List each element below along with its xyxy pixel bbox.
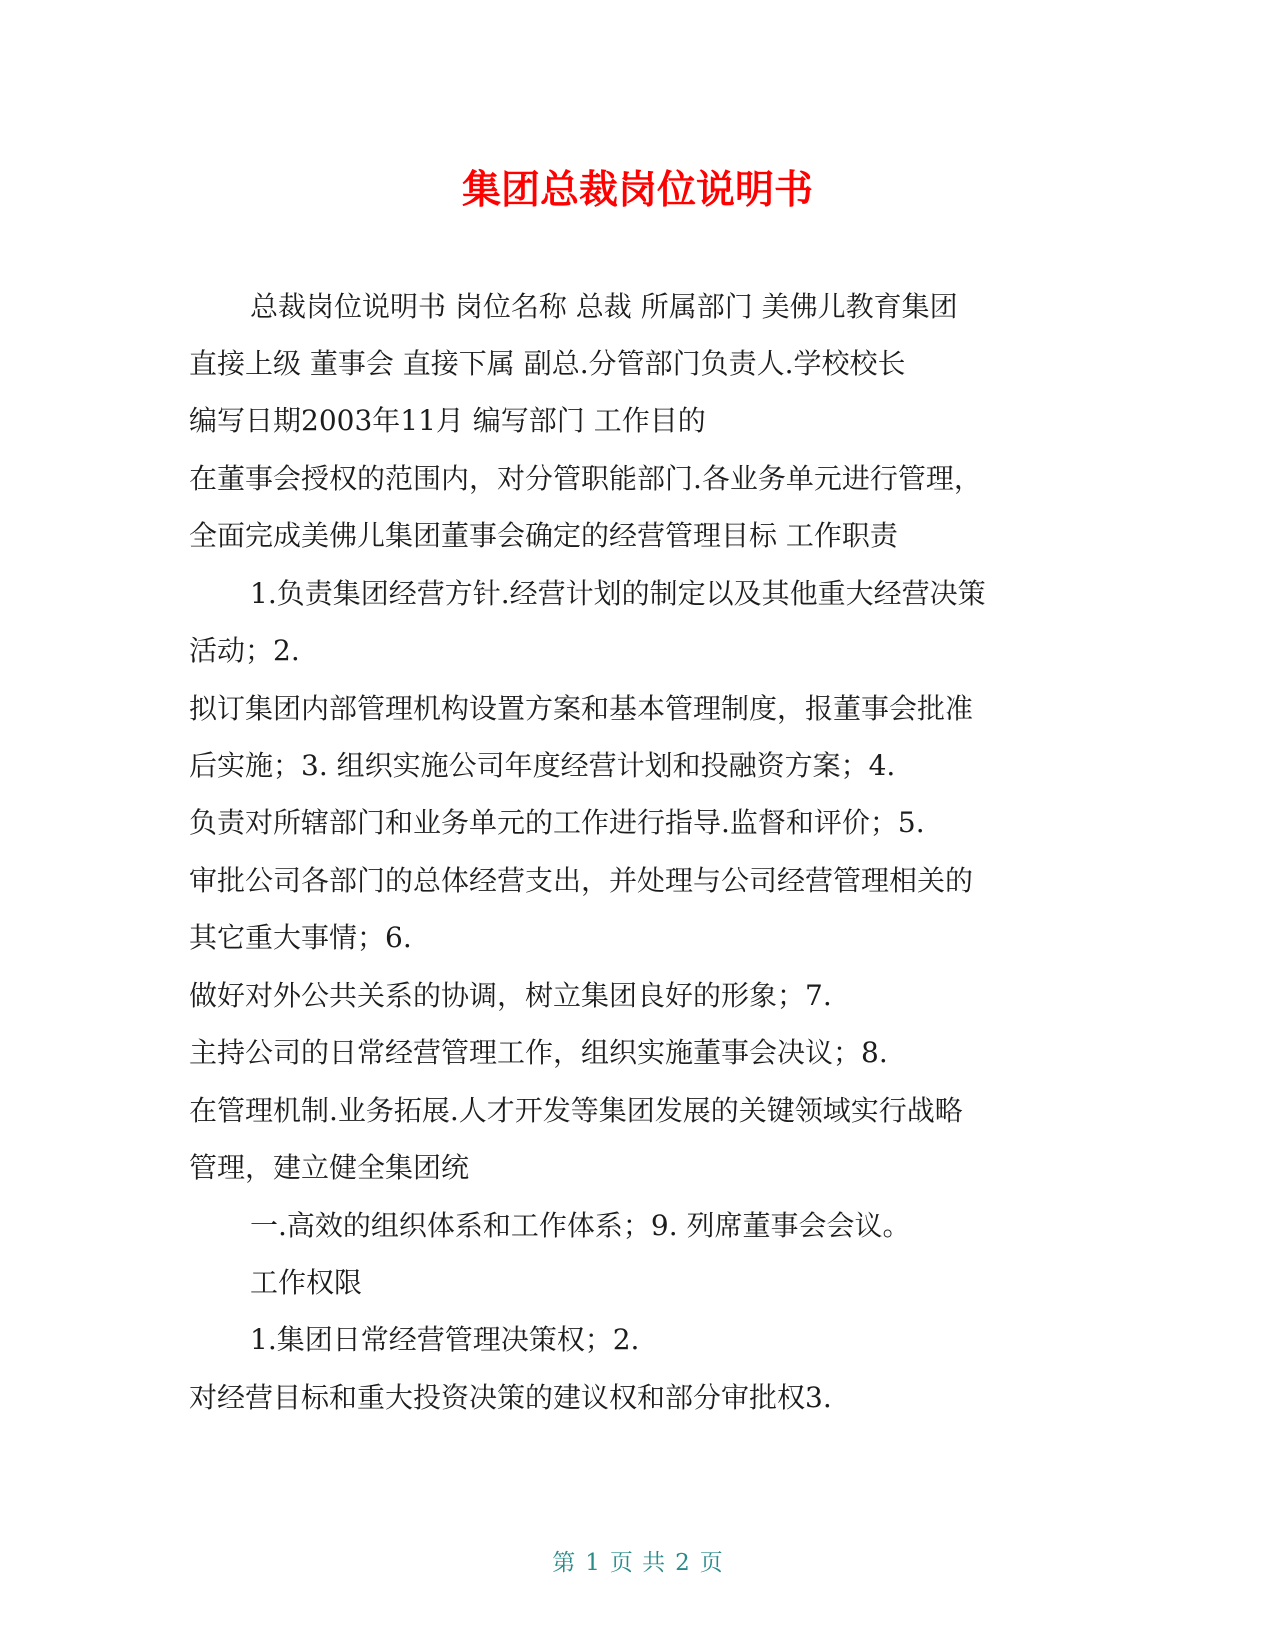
current-page-number: 1 xyxy=(585,1550,600,1576)
body-line-2: 直接上级 董事会 直接下属 副总.分管部门负责人.学校校长 xyxy=(189,347,906,380)
body-line-16: 管理，建立健全集团统 xyxy=(189,1151,470,1184)
body-line-7: 活动；2. xyxy=(189,634,300,667)
document-title: 集团总裁岗位说明书 xyxy=(461,168,813,213)
body-line-14: 主持公司的日常经营管理工作，组织实施董事会决议；8. xyxy=(189,1036,888,1069)
page-label-mid: 页 共 xyxy=(609,1550,666,1576)
body-line-17: 一.高效的组织体系和工作体系；9. 列席董事会会议。 xyxy=(250,1209,911,1242)
body-line-3: 编写日期2003年11月 编写部门 工作目的 xyxy=(189,404,706,437)
body-line-11: 审批公司各部门的总体经营支出，并处理与公司经营管理相关的 xyxy=(189,864,974,897)
body-line-6: 1.负责集团经营方针.经营计划的制定以及其他重大经营决策 xyxy=(250,577,986,610)
total-pages-number: 2 xyxy=(675,1550,690,1576)
body-line-10: 负责对所辖部门和业务单元的工作进行指导.监督和评价；5. xyxy=(189,806,925,839)
body-line-20: 对经营目标和重大投资决策的建议权和部分审批权3. xyxy=(189,1381,832,1414)
body-line-12: 其它重大事情；6. xyxy=(189,921,412,954)
body-line-9: 后实施；3. 组织实施公司年度经营计划和投融资方案；4. xyxy=(189,749,896,782)
page-label-suffix: 页 xyxy=(699,1550,723,1576)
body-line-1: 总裁岗位说明书 岗位名称 总裁 所属部门 美佛儿教育集团 xyxy=(250,290,958,323)
body-line-19: 1.集团日常经营管理决策权；2. xyxy=(250,1323,640,1356)
page-footer xyxy=(0,1548,1275,1578)
body-line-8: 拟订集团内部管理机构设置方案和基本管理制度，报董事会批准 xyxy=(189,692,974,725)
section-heading-work-authority: 工作权限 xyxy=(250,1266,363,1299)
body-line-13: 做好对外公共关系的协调，树立集团良好的形象；7. xyxy=(189,979,832,1012)
page-label-prefix: 第 xyxy=(552,1550,576,1576)
body-line-15: 在管理机制.业务拓展.人才开发等集团发展的关键领域实行战略 xyxy=(189,1094,963,1127)
body-line-5: 全面完成美佛儿集团董事会确定的经营管理目标 工作职责 xyxy=(189,519,898,552)
body-line-4: 在董事会授权的范围内，对分管职能部门.各业务单元进行管理， xyxy=(189,462,982,495)
